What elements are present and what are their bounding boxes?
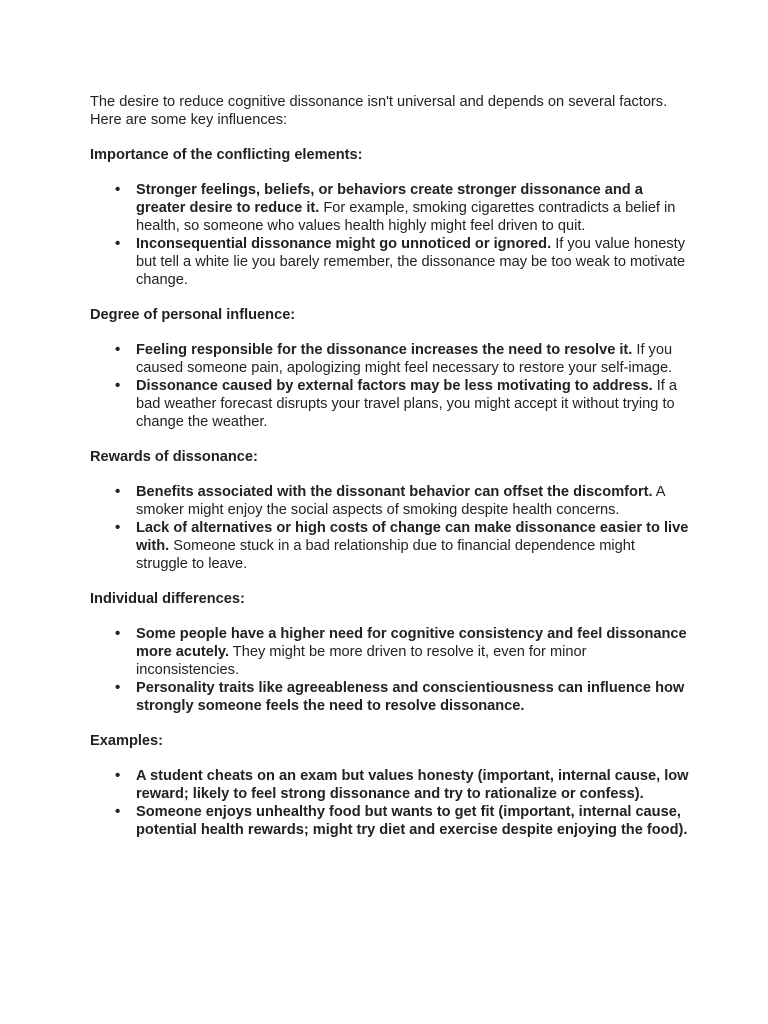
item-bold-text: Dissonance caused by external factors may be less motivating to address. — [136, 378, 653, 394]
list-item — [115, 377, 690, 431]
bullet-list — [90, 625, 690, 715]
section-personal-influence — [90, 306, 690, 431]
item-text: If a bad weather forecast disrupts your travel plans, you might accept it without trying to change the weather. — [136, 378, 677, 430]
list-item — [115, 181, 690, 235]
bullet-icon: • — [115, 519, 121, 536]
list-item — [115, 679, 690, 715]
bullet-icon: • — [115, 483, 121, 500]
list-item — [115, 235, 690, 289]
list-item — [115, 625, 690, 679]
item-bold-text: Feeling responsible for the dissonance increases the need to resolve it. — [136, 342, 633, 358]
bullet-icon: • — [115, 377, 121, 394]
list-item — [115, 341, 690, 377]
section-heading: Rewards of dissonance: — [90, 449, 258, 465]
list-item — [115, 519, 690, 573]
list-item — [115, 483, 690, 519]
item-text: For example, smoking cigarettes contradicts a belief in health, so someone who values health highly might feel driven to quit. — [136, 200, 676, 234]
item-bold-text: Inconsequential dissonance might go unnoticed or ignored. — [136, 236, 552, 252]
bullet-list — [90, 341, 690, 431]
section-heading: Individual differences: — [90, 591, 245, 607]
bullet-list — [90, 767, 690, 839]
section-examples — [90, 732, 690, 839]
item-text: They might be more driven to resolve it, even for minor inconsistencies. — [136, 644, 587, 678]
item-bold-text: Stronger feelings, beliefs, or behaviors create stronger dissonance and a greater desire to reduce it. — [136, 182, 643, 216]
intro-paragraph: The desire to reduce cognitive dissonance isn't universal and depends on several factors. Here are some key influences: — [90, 94, 668, 128]
bullet-icon: • — [115, 679, 121, 696]
bullet-icon: • — [115, 235, 121, 252]
item-bold-text: Lack of alternatives or high costs of change can make dissonance easier to live with. — [136, 520, 689, 554]
bullet-list — [90, 483, 690, 573]
item-text: Someone stuck in a bad relationship due to financial dependence might struggle to leave. — [136, 538, 635, 572]
bullet-icon: • — [115, 803, 121, 820]
section-heading: Importance of the conflicting elements: — [90, 147, 363, 163]
section-heading: Examples: — [90, 733, 164, 749]
section-rewards — [90, 448, 690, 573]
bullet-icon: • — [115, 181, 121, 198]
document-body — [90, 93, 690, 856]
item-bold-text: Someone enjoys unhealthy food but wants to get fit (important, internal cause, potential health rewards; might try diet and exercise despite enjoying the food). — [136, 804, 688, 838]
list-item — [115, 803, 690, 839]
item-bold-text: Some people have a higher need for cognitive consistency and feel dissonance more acutely. — [136, 626, 687, 660]
bullet-icon: • — [115, 767, 121, 784]
section-heading: Degree of personal influence: — [90, 307, 296, 323]
item-bold-text: Benefits associated with the dissonant behavior can offset the discomfort. — [136, 484, 653, 500]
section-individual-differences — [90, 590, 690, 715]
bullet-list — [90, 181, 690, 289]
bullet-icon: • — [115, 625, 121, 642]
list-item — [115, 767, 690, 803]
bullet-icon: • — [115, 341, 121, 358]
section-importance — [90, 146, 690, 289]
item-bold-text: Personality traits like agreeableness and conscientiousness can influence how strongly someone feels the need to resolve dissonance. — [136, 680, 685, 714]
item-text: A smoker might enjoy the social aspects of smoking despite health concerns. — [136, 484, 665, 518]
item-bold-text: A student cheats on an exam but values honesty (important, internal cause, low reward; likely to feel strong dissonance and try to rationalize or confess). — [136, 768, 689, 802]
item-text: If you value honesty but tell a white lie you barely remember, the dissonance may be too weak to motivate change. — [136, 236, 686, 288]
item-text: If you caused someone pain, apologizing might feel necessary to restore your self-image. — [136, 342, 673, 376]
